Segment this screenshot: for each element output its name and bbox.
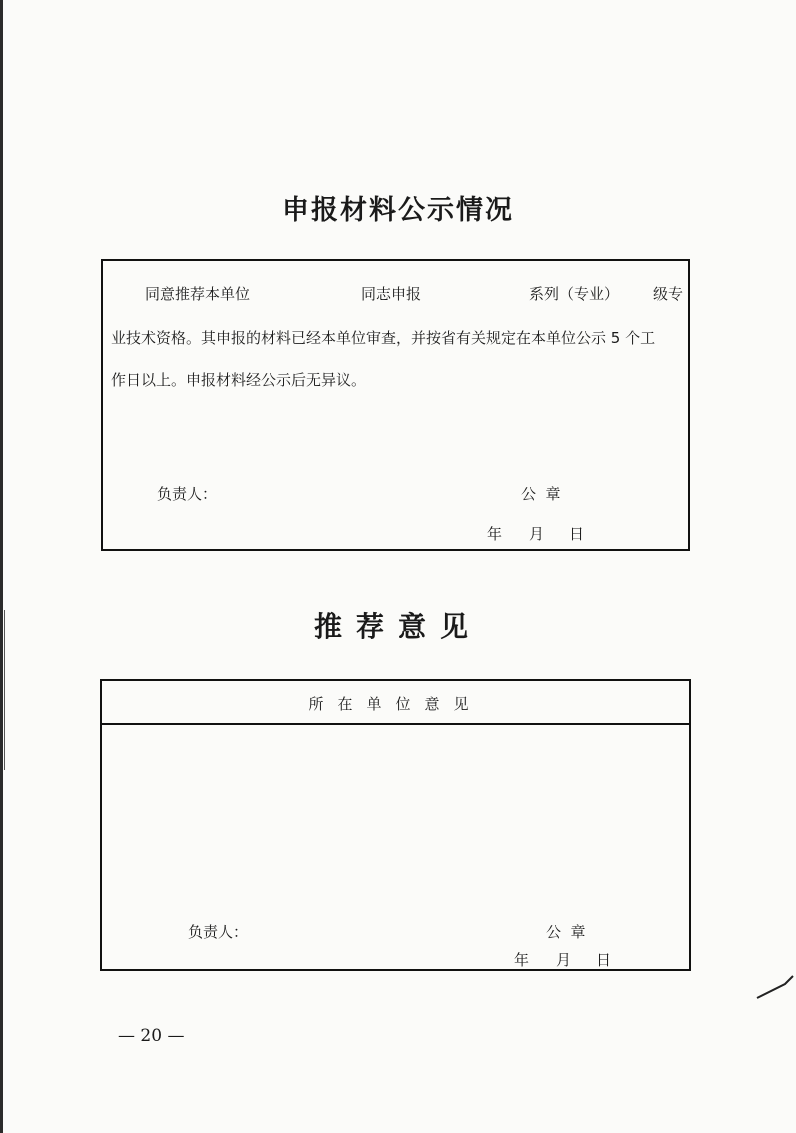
section2-title: 推荐意见 xyxy=(313,610,482,643)
responsible-label: 负责人： xyxy=(157,485,218,503)
line1-part2: 同志申报 xyxy=(361,285,422,303)
line3-text: 作日以上。申报材料经公示后无异议。 xyxy=(111,371,367,389)
line1-part1: 同意推荐本单位 xyxy=(145,285,251,303)
date-month: 月 xyxy=(529,525,545,543)
page-edge-left xyxy=(0,0,3,1133)
date-year-2: 年 xyxy=(514,951,530,969)
responsible-label-2: 负责人： xyxy=(188,923,249,941)
line1-part3: 系列（专业） xyxy=(529,285,620,303)
header-divider xyxy=(102,723,689,725)
seal-label: 公 章 xyxy=(521,485,561,503)
line1-part4: 级专 xyxy=(653,285,684,303)
publicity-box xyxy=(101,259,690,551)
date-day-2: 日 xyxy=(596,951,612,969)
seal-label-2: 公 章 xyxy=(546,923,586,941)
date-day: 日 xyxy=(569,525,585,543)
page-number: — 20 — xyxy=(118,1026,185,1046)
section1-title: 申报材料公示情况 xyxy=(282,195,514,226)
recommendation-box xyxy=(100,679,691,971)
scan-mark-icon xyxy=(755,972,795,1002)
date-year: 年 xyxy=(487,525,503,543)
date-month-2: 月 xyxy=(556,951,572,969)
line2-text: 业技术资格。其申报的材料已经本单位审查，并按省有关规定在本单位公示 5 个工 xyxy=(111,329,656,347)
unit-opinion-header: 所在单位意见 xyxy=(308,695,483,713)
